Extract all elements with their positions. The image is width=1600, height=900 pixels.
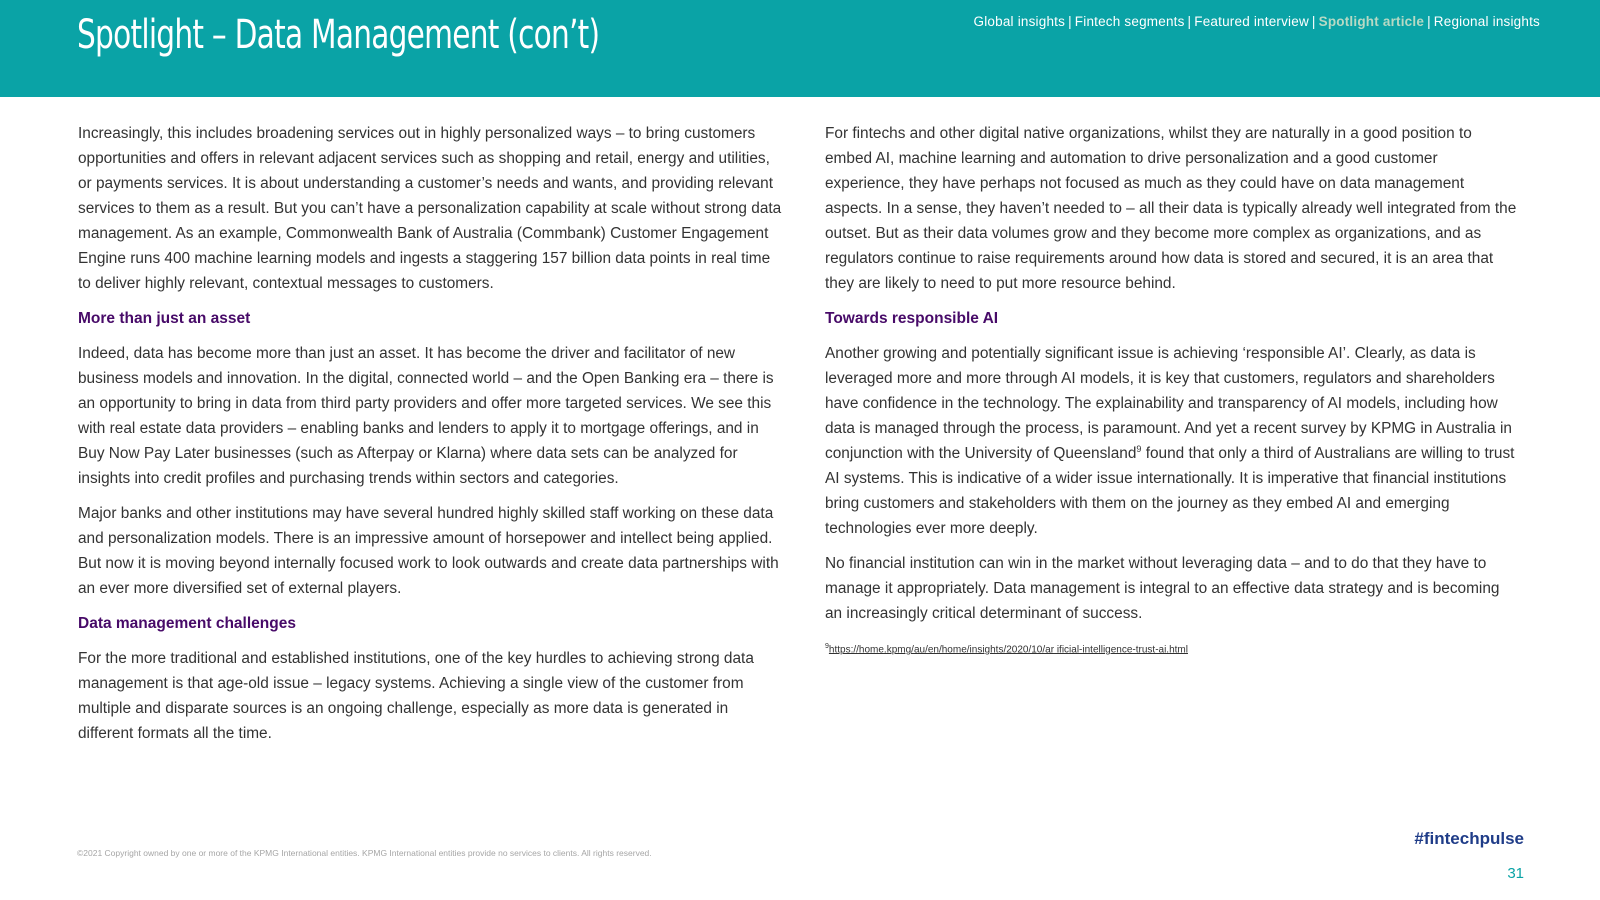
footnote bbox=[825, 640, 1520, 657]
right-paragraph-2 bbox=[825, 341, 1520, 541]
left-paragraph-1: Increasingly, this includes broadening services out in highly personalized ways – to bring customers opportunities and offers in relevant adjacent services such as shopping and retail, energy and utilities, or payments services. It is about understanding a customer’s needs and wants, and providing relevant services to them as a result. But you can’t have a personalization capability at scale without strong data management. As an example, Commonwealth Bank of Australia (Commbank) Customer Engagement Engine runs 400 machine learning models and ingests a staggering 157 billion data points in real time to deliver highly relevant, contextual messages to customers. bbox=[78, 125, 782, 292]
left-paragraph-2: Indeed, data has become more than just an asset. It has become the driver and facilitator of new business models and innovation. In the digital, connected world – and the Open Banking era – there is an opportunity to bring in data from third party providers and offer more targeted services. We see this with real estate data providers – enabling banks and lenders to apply it to mortgage offerings, and in Buy Now Pay Later businesses (such as Afterpay or Klarna) where data sets can be analyzed for insights into credit profiles and purchasing trends within sectors and categories. bbox=[78, 345, 774, 487]
section-nav bbox=[974, 14, 1540, 29]
copyright-notice: ©2021 Copyright owned by one or more of the KPMG International entities. KPMG International entities provide no services to clients. All rights reserved. bbox=[77, 848, 652, 858]
left-column bbox=[78, 121, 783, 756]
page-title: Spotlight – Data Management (con’t) bbox=[77, 12, 600, 58]
nav-separator: | bbox=[1311, 14, 1316, 29]
right-column bbox=[825, 121, 1520, 657]
nav-separator: | bbox=[1187, 14, 1192, 29]
heading-more-than-an-asset: More than just an asset bbox=[78, 310, 251, 327]
nav-separator: | bbox=[1427, 14, 1431, 29]
left-paragraph-4: For the more traditional and established institutions, one of the key hurdles to achieving strong data management is that age-old issue – legacy systems. Achieving a single view of the customer from multiple and disparate sources is an ongoing challenge, especially as more data is generated in different formats all the time. bbox=[78, 650, 754, 742]
heading-towards-responsible-ai: Towards responsible AI bbox=[825, 310, 999, 327]
header-bar bbox=[0, 0, 1600, 97]
nav-fintech-segments[interactable]: Fintech segments bbox=[1074, 14, 1185, 29]
footnote-marker: 9 bbox=[825, 643, 829, 650]
right-paragraph-1: For fintechs and other digital native organizations, whilst they are naturally in a good position to embed AI, machine learning and automation to drive personalization and a good customer experience, they have perhaps not focused as much as they could have on data management aspects. In a sense, they haven’t needed to – all their data is typically already well integrated from the outset. But as their data volumes grow and they become more complex as organizations, and as regulators continue to raise requirements around how data is stored and secured, it is an area that they are likely to need to put more resource behind. bbox=[825, 125, 1517, 292]
right-paragraph-2-text-b: found that only a third of Australians are willing to trust AI systems. This is indicative of a wider issue internationally. It is imperative that financial institutions bring customers and stakeholders with them on the journey as they embed AI and emerging technologies ever more deeply. bbox=[825, 445, 1515, 537]
nav-separator: | bbox=[1068, 14, 1072, 29]
nav-regional-insights[interactable]: Regional insights bbox=[1433, 14, 1540, 29]
nav-global-insights[interactable]: Global insights bbox=[973, 14, 1066, 29]
hashtag-label: #fintechpulse bbox=[1414, 829, 1524, 848]
right-paragraph-3: No financial institution can win in the market without leveraging data – and to do that they have to manage it appropriately. Data management is integral to an effective data strategy and is becoming an increasingly critical determinant of success. bbox=[825, 555, 1500, 622]
footnote-link[interactable]: https://home.kpmg/au/en/home/insights/2020/10/ar ificial-intelligence-trust-ai.html bbox=[828, 644, 1188, 656]
left-paragraph-3: Major banks and other institutions may have several hundred highly skilled staff working on these data and personalization models. There is an impressive amount of horsepower and intellect being applied. But now it is moving beyond internally focused work to look outwards and create data partnerships with an ever more diversified set of external players. bbox=[78, 505, 779, 597]
nav-featured-interview[interactable]: Featured interview bbox=[1194, 14, 1309, 29]
right-paragraph-2-text-a: Another growing and potentially significant issue is achieving ‘responsible AI’. Clearly, as data is leveraged more and more through AI models, it is key that customers, regulators and shareholders have confidence in the technology. The explainability and transparency of AI models, including how data is managed through the process, is paramount. And yet a recent survey by KPMG in Australia in conjunction with the University of Queensland bbox=[825, 345, 1512, 462]
nav-spotlight-article[interactable]: Spotlight article bbox=[1318, 14, 1425, 29]
page-number: 31 bbox=[1507, 865, 1524, 882]
heading-data-management-challenges: Data management challenges bbox=[78, 615, 296, 632]
footnote-reference: 9 bbox=[1136, 443, 1142, 454]
